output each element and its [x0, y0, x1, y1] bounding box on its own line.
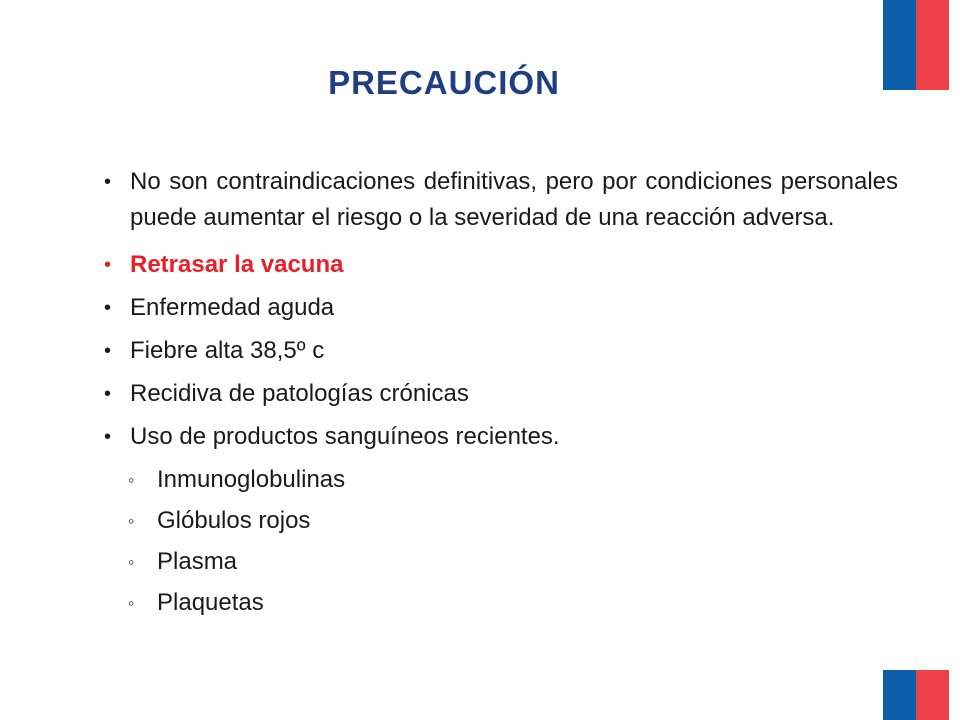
- sub-bullet-item: [104, 462, 898, 498]
- sub-bullet-text: Glóbulos rojos: [157, 507, 311, 534]
- bullet-text: Uso de productos sanguíneos recientes.: [130, 423, 560, 450]
- bullet-dot-icon: •: [104, 383, 112, 405]
- sub-bullet-text: Plaquetas: [157, 589, 264, 616]
- bullet-item-highlight: [104, 247, 898, 283]
- flag-stripe-bottom: [883, 670, 949, 720]
- bullet-item: [104, 376, 898, 412]
- bullet-dot-icon: •: [104, 171, 112, 193]
- bullet-text: Recidiva de patologías crónicas: [130, 380, 469, 407]
- bullet-text: Enfermedad aguda: [130, 294, 335, 321]
- sub-bullet-item: [104, 544, 898, 580]
- bullet-dot-icon: •: [104, 297, 112, 319]
- bullet-dot-icon: •: [104, 340, 112, 362]
- sub-bullet-item: [104, 503, 898, 539]
- flag-red-bar: [916, 0, 949, 90]
- ring-bullet-icon: ◦: [128, 552, 135, 572]
- flag-red-bar: [916, 670, 949, 720]
- slide-title: PRECAUCIÓN: [328, 64, 560, 101]
- ring-bullet-icon: ◦: [128, 511, 135, 531]
- sub-bullet-text: Inmunoglobulinas: [157, 466, 346, 493]
- bullet-item: [104, 419, 898, 455]
- bullet-item: [104, 333, 898, 369]
- flag-blue-bar: [883, 670, 916, 720]
- bullet-dot-icon: •: [104, 426, 112, 448]
- bullet-item: [104, 164, 898, 236]
- bullet-text: No son contraindicaciones definitivas, pero por condiciones personales puede aumentar el riesgo o la severidad de una reacción adversa.: [130, 168, 898, 231]
- sub-bullet-text: Plasma: [157, 548, 238, 575]
- bullet-text: Retrasar la vacuna: [130, 251, 344, 278]
- ring-bullet-icon: ◦: [128, 470, 135, 490]
- bullet-text: Fiebre alta 38,5º c: [130, 337, 325, 364]
- sub-bullet-item: [104, 585, 898, 621]
- bullet-item: [104, 290, 898, 326]
- ring-bullet-icon: ◦: [128, 593, 135, 613]
- flag-stripe-top: [883, 0, 949, 90]
- bullet-list: [104, 164, 898, 626]
- bullet-dot-icon: •: [104, 254, 112, 276]
